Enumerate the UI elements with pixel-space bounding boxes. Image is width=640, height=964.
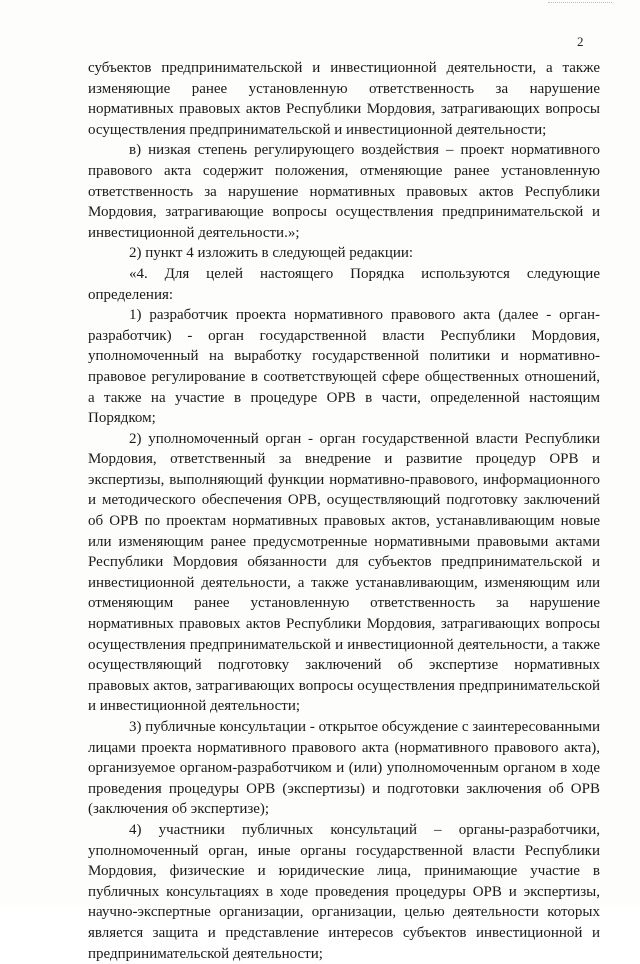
- paragraph-definition-3: 3) публичные консультации - открытое обсуждение с заинтересованными лицами проекта нормативного правового акта (нормативного правового акта), организуемое органом-разработчиком и (или) уполномоченным органом в ходе проведения процедуры ОРВ (экспертизы) и подготовки заключения об ОРВ (заключения об экспертизе);: [88, 719, 600, 818]
- paragraph-definition-4: 4) участники публичных консультаций – органы-разработчики, уполномоченный орган, иные органы государственной власти Республики Мордовия, физические и юридические лица, принимающие участие в публичных консультациях в ходе проведения процедуры ОРВ и экспертизы, научно-экспертные организации, организации, целью деятельности которых является защита и представление интересов субъектов инвестиционной и предпринимательской деятельности;: [88, 821, 600, 962]
- paragraph-definitions-intro: «4. Для целей настоящего Порядка используются следующие определения:: [88, 265, 600, 303]
- scan-artifact: [548, 2, 612, 11]
- paragraph-point-2: 2) пункт 4 изложить в следующей редакции:: [129, 245, 414, 262]
- paragraph-definition-1: 1) разработчик проекта нормативного правового акта (далее - орган-разработчик) - орган государственной власти Республики Мордовия, уполномоченный на выработку государственной политики и нормативно-правовое регулирование в соответствующей сфере общественных отношений, а также на участие в процедуре ОРВ в части, определенной настоящим Порядком;: [88, 307, 600, 427]
- document-body: [88, 58, 600, 964]
- paragraph-item-v: в) низкая степень регулирующего воздействия – проект нормативного правового акта содержит положения, отменяющие ранее установленную ответственность за нарушение нормативных правовых актов Республики Мордовия, затрагивающие вопросы осуществления предпринимательской и инвестиционной деятельности.»;: [88, 142, 600, 241]
- page-number: 2: [577, 34, 584, 49]
- paragraph-continuation: субъектов предпринимательской и инвестиционной деятельности, а также изменяющие ранее установленную ответственность за нарушение нормативных правовых актов Республики Мордовия, затрагивающих вопросы осуществления предпринимательской и инвестиционной деятельности;: [88, 60, 600, 138]
- paragraph-definition-2: 2) уполномоченный орган - орган государственной власти Республики Мордовия, ответственный за внедрение и развитие процедур ОРВ и экспертизы, выполняющий функции нормативно-правового, информационного и методического обеспечения ОРВ, осуществляющий подготовку заключений об ОРВ по проектам нормативных правовых актов, устанавливающим новые или изменяющим ранее предусмотренные нормативными правовыми актами Республики Мордовия обязанности для субъектов предпринимательской и инвестиционной деятельности, а также устанавливающим, изменяющим или отменяющим ранее установленную ответственность за нарушение нормативных правовых актов Республики Мордовия, затрагивающих вопросы осуществления предпринимательской и инвестиционной деятельности, а также осуществляющий подготовку заключений об экспертизе нормативных правовых актов, затрагивающих вопросы осуществления предпринимательской и инвестиционной деятельности;: [88, 430, 600, 715]
